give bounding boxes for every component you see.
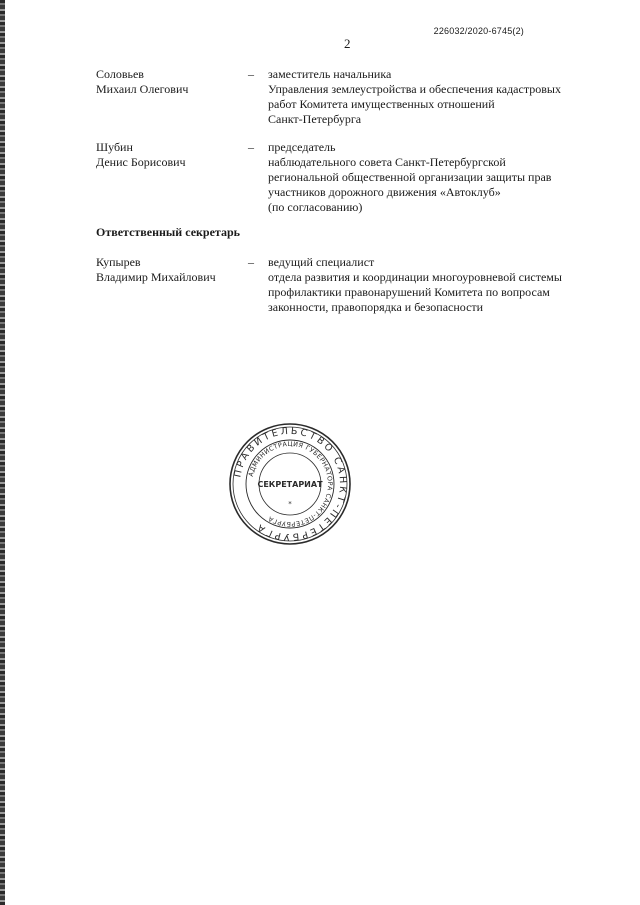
- entry-dash: –: [248, 67, 254, 81]
- member-name: [96, 255, 246, 285]
- member-name: [96, 67, 246, 97]
- position-line: отдела развития и координации многоуровневой системы: [268, 270, 562, 284]
- position-line: заместитель начальника: [268, 67, 392, 81]
- entry-dash: –: [248, 140, 254, 154]
- seal-star-icon: *: [288, 500, 292, 508]
- position-line: Санкт-Петербурга: [268, 112, 362, 126]
- position-line: региональной общественной организации защиты прав: [268, 170, 552, 184]
- position-line: председатель: [268, 140, 336, 154]
- seal-outer-text: ПРАВИТЕЛЬСТВО САНКТ-ПЕТЕРБУРГА: [232, 425, 349, 543]
- member-given-names: Михаил Олегович: [96, 82, 189, 96]
- section-heading-secretary: Ответственный секретарь: [96, 225, 240, 239]
- position-line: участников дорожного движения «Автоклуб»: [268, 185, 501, 199]
- document-number: 226032/2020-6745(2): [433, 26, 524, 36]
- member-surname: Соловьев: [96, 67, 144, 81]
- page-number: 2: [344, 36, 351, 51]
- member-position: [268, 140, 618, 215]
- member-position: [268, 255, 618, 315]
- position-line: работ Комитета имущественных отношений: [268, 97, 495, 111]
- position-line: (по согласованию): [268, 200, 363, 214]
- position-line: законности, правопорядка и безопасности: [268, 300, 484, 314]
- position-line: наблюдательного совета Санкт-Петербургской: [268, 155, 506, 169]
- entry-dash: –: [248, 255, 254, 269]
- position-line: Управления землеустройства и обеспечения кадастровых: [268, 82, 561, 96]
- scan-binding-edge: [0, 0, 5, 905]
- member-name: [96, 140, 246, 170]
- seal-center-text: СЕКРЕТАРИАТ: [257, 480, 323, 489]
- member-position: [268, 67, 618, 127]
- member-given-names: Владимир Михайлович: [96, 270, 216, 284]
- member-given-names: Денис Борисович: [96, 155, 186, 169]
- official-seal-stamp: [228, 422, 352, 546]
- seal-inner-text: АДМИНИСТРАЦИЯ ГУБЕРНАТОРА САНКТ-ПЕТЕРБУРГА: [246, 439, 335, 529]
- member-surname: Шубин: [96, 140, 133, 154]
- member-surname: Купырев: [96, 255, 141, 269]
- position-line: ведущий специалист: [268, 255, 375, 269]
- position-line: профилактики правонарушений Комитета по вопросам: [268, 285, 550, 299]
